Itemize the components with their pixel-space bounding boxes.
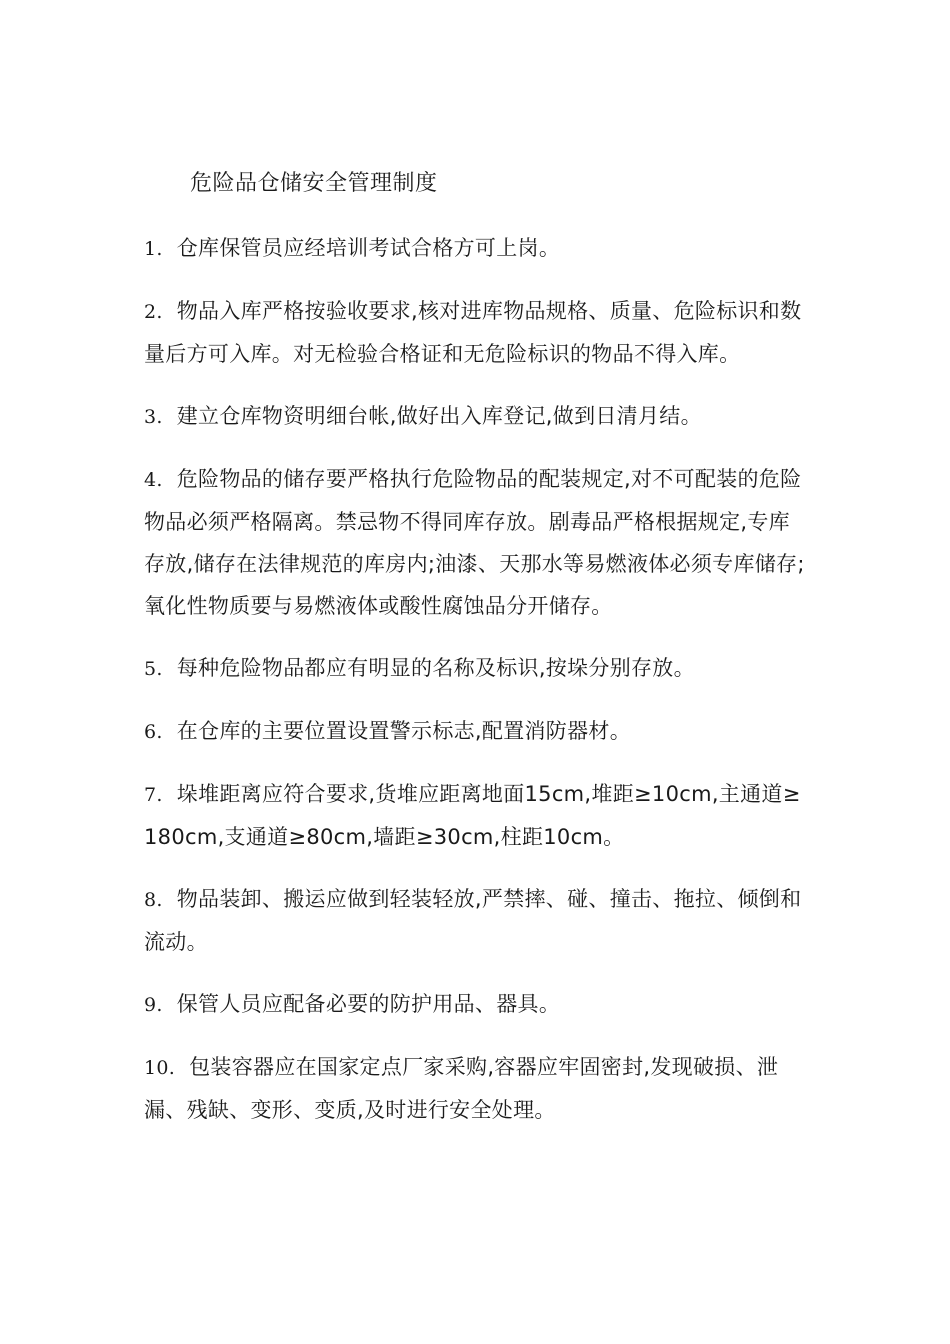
item-text: 物品装卸、搬运应做到轻装轻放,严禁摔、碰、撞击、拖拉、倾倒和流动。 [144,887,802,954]
list-item [144,395,809,438]
list-item [144,458,809,627]
list-item [144,290,809,375]
list-item [144,773,809,858]
item-number: 7. [144,784,163,806]
list-item [144,710,809,753]
item-number: 5. [144,658,163,680]
item-text: 建立仓库物资明细台帐,做好出入库登记,做到日清月结。 [176,404,702,428]
item-number: 8. [144,889,163,911]
item-number: 4. [144,469,163,491]
list-item [144,878,809,963]
item-text: 仓库保管员应经培训考试合格方可上岗。 [176,236,561,260]
rules-list [144,227,809,1151]
list-item [144,1046,809,1131]
item-text: 垛堆距离应符合要求,货堆应距离地面15cm,堆距≥10cm,主通道≥180cm,支通道≥80cm,墙距≥30cm,柱距10cm。 [144,782,801,849]
item-number: 9. [144,994,163,1016]
item-text: 物品入库严格按验收要求,核对进库物品规格、质量、危险标识和数量后方可入库。对无检验合格证和无危险标识的物品不得入库。 [144,299,802,366]
item-number: 3. [144,406,163,428]
item-text: 在仓库的主要位置设置警示标志,配置消防器材。 [176,719,632,743]
item-number: 10. [144,1057,176,1079]
list-item [144,647,809,690]
item-text: 危险物品的储存要严格执行危险物品的配装规定,对不可配装的危险物品必须严格隔离。禁忌物不得同库存放。剧毒品严格根据规定,专库存放,储存在法律规范的库房内;油漆、天那水等易燃液体必须专库储存;氧化性物质要与易燃液体或酸性腐蚀品分开储存。 [144,467,805,618]
document-title: 危险品仓储安全管理制度 [190,171,438,196]
item-number: 2. [144,301,163,323]
list-item [144,983,809,1026]
item-text: 包装容器应在国家定点厂家采购,容器应牢固密封,发现破损、泄漏、残缺、变形、变质,及时进行安全处理。 [144,1055,779,1122]
item-text: 保管人员应配备必要的防护用品、器具。 [176,992,561,1016]
item-number: 1. [144,238,163,260]
item-text: 每种危险物品都应有明显的名称及标识,按垛分别存放。 [176,656,695,680]
list-item [144,227,809,270]
item-number: 6. [144,721,163,743]
